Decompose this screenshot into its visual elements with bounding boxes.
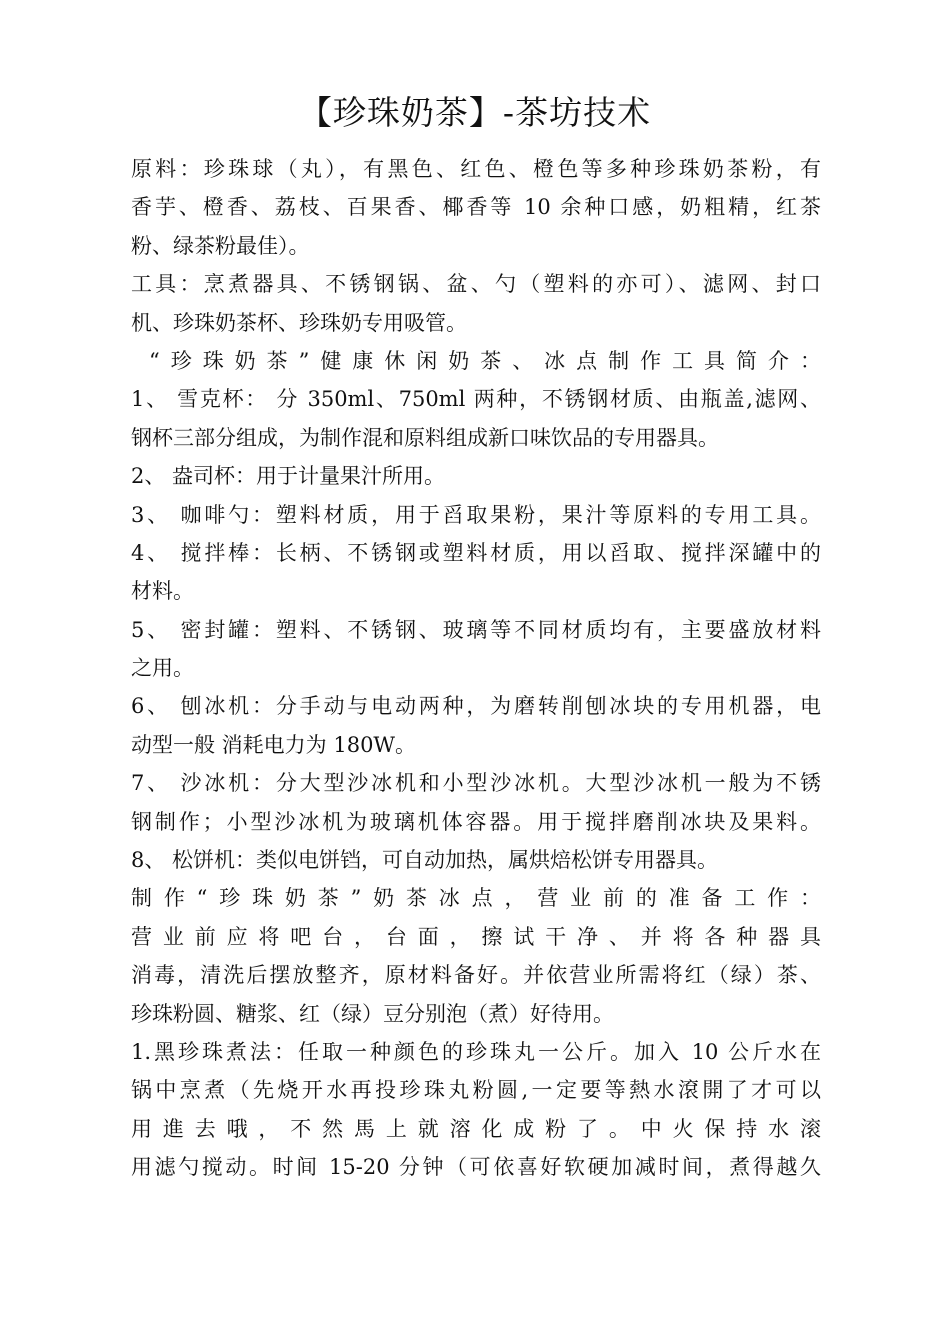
list-item-line: 2、 盎司杯：用于计量果汁所用。 bbox=[131, 464, 446, 489]
document-title: 【珍珠奶茶】-茶坊技术 bbox=[298, 93, 652, 132]
paragraph-line: 用進去哦，不然馬上就溶化成粉了。中火保持水滚 bbox=[131, 1116, 821, 1141]
list-item-line: 之用。 bbox=[131, 656, 194, 681]
paragraph-line: 机、珍珠奶茶杯、珍珠奶专用吸管。 bbox=[131, 310, 467, 335]
paragraph-line: 珍珠粉圆、糖浆、红（绿）豆分别泡（煮）好待用。 bbox=[131, 1001, 614, 1026]
document-body bbox=[131, 150, 821, 1187]
paragraph-line: 消毒，清洗后摆放整齐，原材料备好。并依营业所需将红（绿）茶、 bbox=[131, 963, 821, 988]
paragraph-line: 用滤勺搅动。时间 15-20 分钟（可依喜好软硬加减时间，煮得越久 bbox=[131, 1155, 821, 1180]
paragraph-line: 原料：珍珠球（丸），有黑色、红色、橙色等多种珍珠奶茶粉，有 bbox=[131, 157, 821, 181]
list-item-line: 5、 密封罐：塑料、不锈钢、玻璃等不同材质均有，主要盛放材料 bbox=[131, 617, 821, 642]
list-item-line: 动型一般 消耗电力为 180W。 bbox=[131, 732, 417, 757]
list-item-line: 7、 沙冰机：分大型沙冰机和小型沙冰机。大型沙冰机一般为不锈 bbox=[131, 771, 821, 796]
list-item-line: 钢杯三部分组成，为制作混和原料组成新口味饮品的专用器具。 bbox=[131, 425, 719, 450]
paragraph-line: 粉、绿茶粉最佳）。 bbox=[131, 233, 310, 258]
list-item-line: 6、 刨冰机：分手动与电动两种，为磨转削刨冰块的专用机器，电 bbox=[131, 694, 821, 719]
section-heading: “珍珠奶茶”健康休闲奶茶、冰点制作工具简介： bbox=[149, 348, 821, 373]
section-heading: 制作“珍珠奶茶”奶茶冰点，营业前的准备工作： bbox=[131, 886, 821, 911]
list-item-line: 3、 咖啡勺：塑料材质，用于舀取果粉，果汁等原料的专用工具。 bbox=[131, 502, 821, 527]
paragraph-line: 工具：烹煮器具、不锈钢锅、盆、勺（塑料的亦可）、滤网、封口 bbox=[131, 272, 821, 297]
paragraph-line: 营业前应将吧台，台面，擦试干净、并将各种器具 bbox=[131, 924, 821, 949]
list-item-line: 1、 雪克杯： 分 350ml、750ml 两种，不锈钢材质、由瓶盖,滤网、 bbox=[131, 387, 821, 412]
paragraph-line: 香芋、橙香、荔枝、百果香、椰香等 10 余种口感，奶粗精，红茶 bbox=[131, 195, 821, 220]
list-item-line: 钢制作；小型沙冰机为玻璃机体容器。用于搅拌磨削冰块及果料。 bbox=[131, 809, 821, 834]
list-item-line: 材料。 bbox=[131, 579, 194, 604]
list-item-line: 4、 搅拌棒：长柄、不锈钢或塑料材质，用以舀取、搅拌深罐中的 bbox=[131, 540, 821, 565]
list-item-line: 8、 松饼机：类似电饼铛，可自动加热，属烘焙松饼专用器具。 bbox=[131, 848, 719, 873]
paragraph-line: 1.黑珍珠煮法：任取一种颜色的珍珠丸一公斤。加入 10 公斤水在 bbox=[131, 1039, 821, 1064]
paragraph-line: 锅中烹煮（先烧开水再投珍珠丸粉圆,一定要等熱水滾開了才可以 bbox=[131, 1078, 821, 1103]
